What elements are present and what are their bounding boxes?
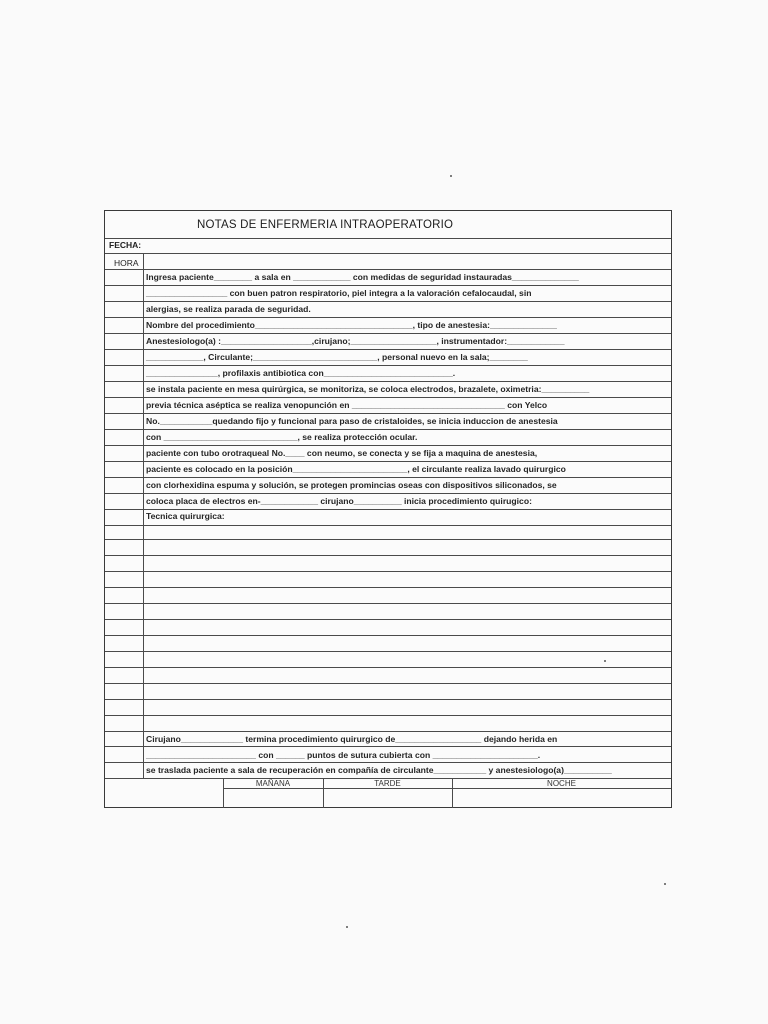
form-title: NOTAS DE ENFERMERIA INTRAOPERATORIO (197, 219, 454, 231)
footer-line: se traslada paciente a sala de recuperación en compañía de circulante___________ y anestesiologo(a)__________ (146, 765, 612, 775)
ruled-line (105, 493, 671, 494)
title-divider (105, 238, 671, 239)
note-line: ____________, Circulante;__________________________, personal nuevo en la sala;________ (146, 352, 528, 362)
ruled-line (105, 619, 671, 620)
ruled-line (105, 555, 671, 556)
note-line: _________________ con buen patron respiratorio, piel integra a la valoración cefalocaudal, sin (146, 288, 532, 298)
ruled-line (105, 413, 671, 414)
note-line: alergias, se realiza parada de seguridad. (146, 304, 311, 314)
ruled-line (105, 365, 671, 366)
ruled-line (105, 651, 671, 652)
ruled-line (105, 381, 671, 382)
note-line: No.___________quedando fijo y funcional para paso de cristaloides, se inicia induccion de anestesia (146, 416, 558, 426)
ruled-line (105, 269, 671, 270)
hora-label: HORA (114, 258, 139, 268)
note-line: previa técnica aséptica se realiza venopunción en ________________________________ con Yelco (146, 400, 548, 410)
fecha-divider (105, 253, 671, 254)
note-line: paciente con tubo orotraqueal No.____ con neumo, se conecta y se fija a maquina de anestesia, (146, 448, 538, 458)
note-line: se instala paciente en mesa quirúrgica, se monitoriza, se coloca electrodos, brazalete, oximetria:__________ (146, 384, 590, 394)
intraoperative-nursing-notes-form (104, 210, 672, 808)
shift-noche: NOCHE (547, 779, 576, 788)
note-line: Anestesiologo(a) :___________________,cirujano;__________________, instrumentador:____________ (146, 336, 565, 346)
scan-speck (664, 883, 666, 885)
ruled-line (105, 587, 671, 588)
ruled-line (105, 731, 671, 732)
ruled-line (105, 317, 671, 318)
ruled-line (105, 301, 671, 302)
ruled-line (105, 683, 671, 684)
ruled-line (105, 333, 671, 334)
ruled-line (105, 477, 671, 478)
ruled-line (105, 603, 671, 604)
scan-speck (346, 926, 348, 928)
scan-speck (450, 175, 452, 177)
scan-speck (604, 660, 606, 662)
footer-line: _______________________ con ______ puntos de sutura cubierta con ______________________. (146, 750, 541, 760)
note-line: Tecnica quirurgica: (146, 511, 225, 521)
ruled-line (105, 429, 671, 430)
ruled-line (105, 461, 671, 462)
ruled-line (105, 746, 671, 747)
ruled-line (105, 349, 671, 350)
ruled-line (105, 539, 671, 540)
shift-header-divider (223, 788, 671, 789)
ruled-line (105, 762, 671, 763)
note-line: Nombre del procedimiento_________________________________, tipo de anestesia:______________ (146, 320, 557, 330)
ruled-line (105, 699, 671, 700)
ruled-line (105, 397, 671, 398)
note-line: _______________, profilaxis antibiotica con___________________________. (146, 368, 456, 378)
ruled-line (105, 445, 671, 446)
note-line: con clorhexidina espuma y solución, se protegen promincias oseas con dispositivos siliconados, se (146, 480, 557, 490)
note-line: paciente es colocado en la posición________________________, el circulante realiza lavado quirurgico (146, 464, 566, 474)
ruled-line (105, 635, 671, 636)
ruled-line (105, 285, 671, 286)
footer-line: Cirujano_____________ termina procedimiento quirurgico de__________________ dejando herida en (146, 734, 558, 744)
shift-tarde: TARDE (374, 779, 401, 788)
fecha-label: FECHA: (109, 240, 142, 250)
shift-manana: MAÑANA (255, 779, 291, 788)
note-line: Ingresa paciente________ a sala en ____________ con medidas de seguridad instauradas______________ (146, 272, 579, 282)
note-line: con ____________________________, se realiza protección ocular. (146, 432, 418, 442)
ruled-line (105, 667, 671, 668)
ruled-line (105, 525, 671, 526)
ruled-line (105, 509, 671, 510)
ruled-line (105, 571, 671, 572)
ruled-line (105, 715, 671, 716)
note-line: coloca placa de electros en-____________ cirujano__________ inicia procedimiento quirugico: (146, 496, 532, 506)
